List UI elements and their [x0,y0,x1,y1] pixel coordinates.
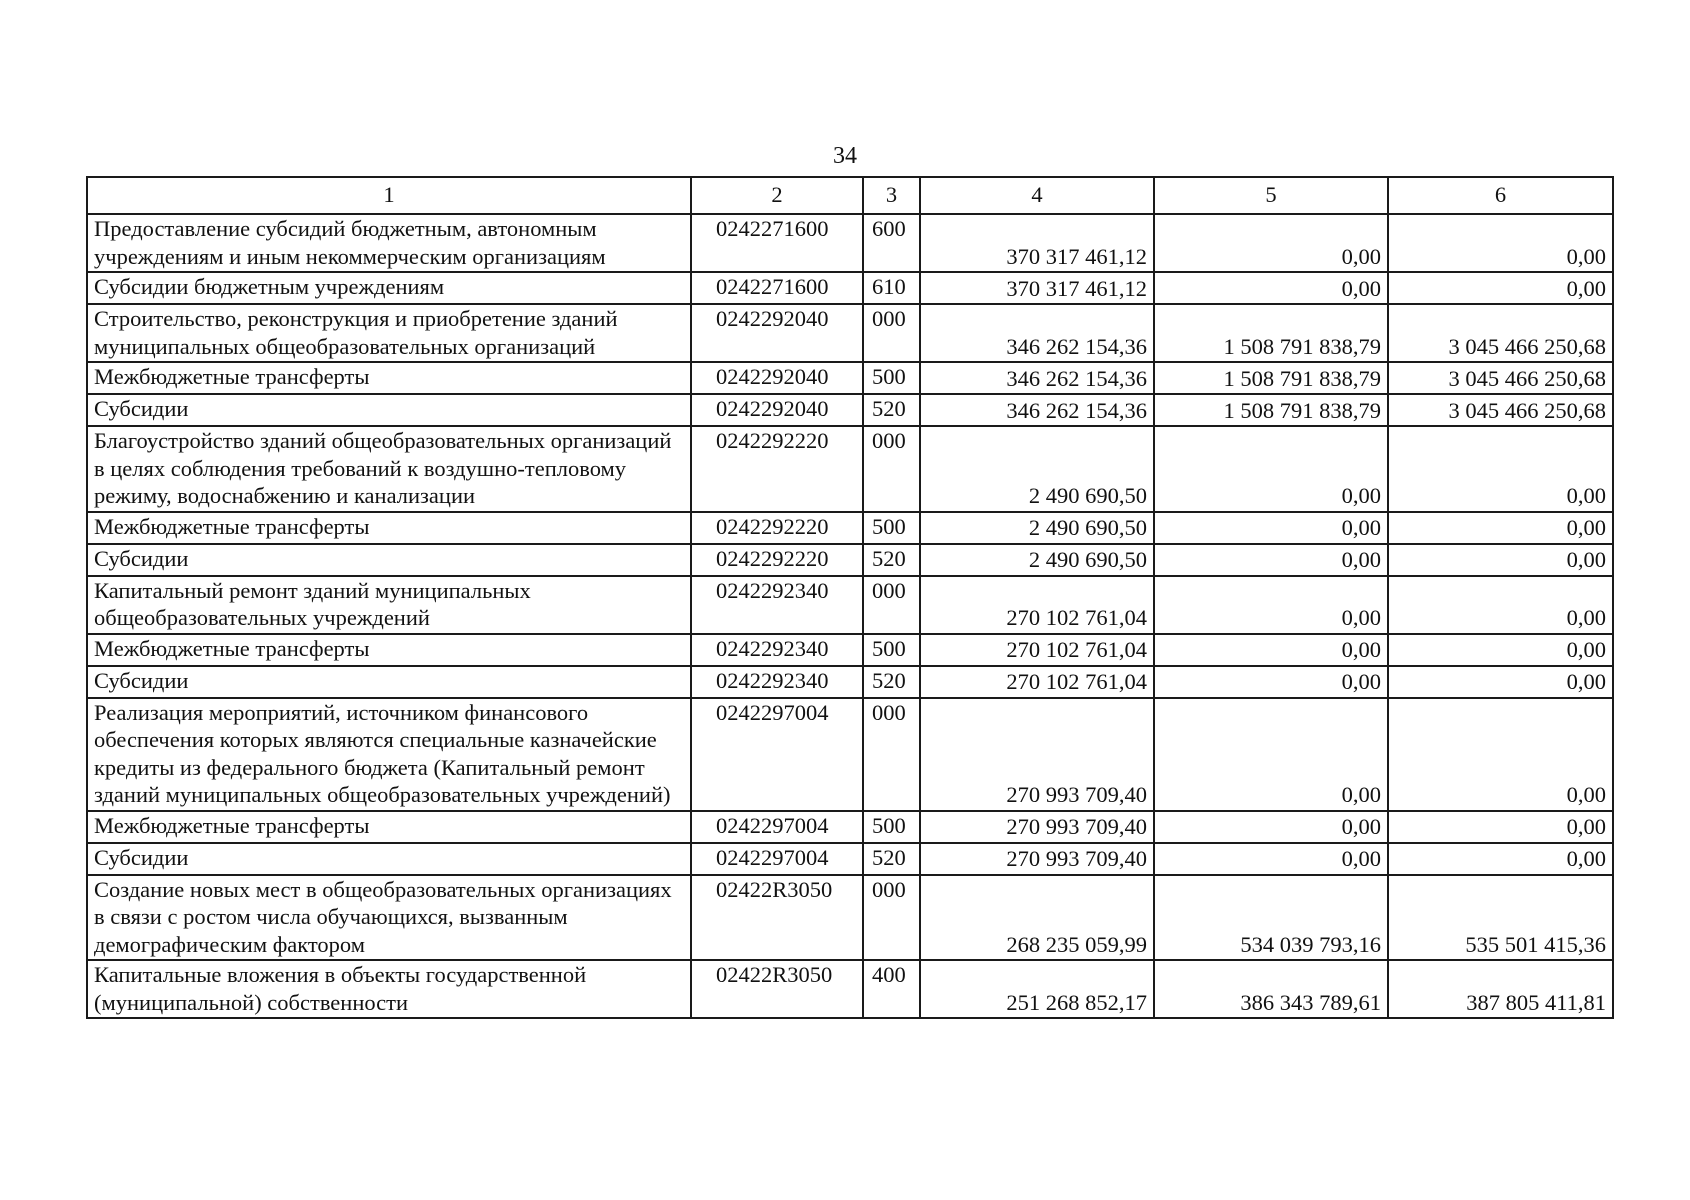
table-row [87,698,1613,811]
row-amount-col4: 270 993 709,40 [920,811,1154,843]
row-amount-col6: 0,00 [1388,811,1613,843]
row-expense-kind: 000 [863,426,920,512]
table-row [87,843,1613,875]
row-amount-col6: 0,00 [1388,698,1613,811]
table-row [87,634,1613,666]
row-amount-col4: 2 490 690,50 [920,426,1154,512]
header-cell: 3 [863,177,920,214]
row-amount-col4: 270 993 709,40 [920,698,1154,811]
row-expense-kind: 500 [863,362,920,394]
row-target-code: 0242271600 [691,272,863,304]
row-amount-col5: 0,00 [1154,698,1388,811]
row-amount-col6: 3 045 466 250,68 [1388,304,1613,362]
row-target-code: 0242292040 [691,394,863,426]
table-row [87,875,1613,961]
row-amount-col5: 0,00 [1154,426,1388,512]
row-expense-kind: 600 [863,214,920,272]
row-expense-kind: 000 [863,698,920,811]
row-name: Субсидии [87,394,691,426]
row-amount-col5: 0,00 [1154,843,1388,875]
row-amount-col6: 0,00 [1388,843,1613,875]
row-amount-col4: 346 262 154,36 [920,362,1154,394]
row-expense-kind: 520 [863,666,920,698]
table-row [87,811,1613,843]
row-amount-col4: 268 235 059,99 [920,875,1154,961]
row-target-code: 0242292040 [691,304,863,362]
header-row [87,177,1613,214]
row-target-code: 0242292040 [691,362,863,394]
table-row [87,394,1613,426]
row-expense-kind: 520 [863,544,920,576]
table-row [87,666,1613,698]
row-amount-col4: 2 490 690,50 [920,544,1154,576]
row-amount-col4: 346 262 154,36 [920,394,1154,426]
row-amount-col6: 0,00 [1388,272,1613,304]
row-amount-col5: 1 508 791 838,79 [1154,362,1388,394]
row-amount-col5: 0,00 [1154,272,1388,304]
row-target-code: 0242292340 [691,666,863,698]
table-row [87,544,1613,576]
row-amount-col6: 0,00 [1388,512,1613,544]
row-target-code: 0242297004 [691,698,863,811]
row-target-code: 02422R3050 [691,875,863,961]
row-name: Реализация мероприятий, источником финансового обеспечения которых являются специальные казначейские кредиты из федерального бюджета (Капитальный ремонт зданий муниципальных общеобразовательных учреждений) [87,698,691,811]
row-expense-kind: 000 [863,576,920,634]
row-name: Межбюджетные трансферты [87,811,691,843]
row-amount-col4: 346 262 154,36 [920,304,1154,362]
table-row [87,362,1613,394]
page-number: 34 [833,143,857,169]
table-row [87,214,1613,272]
table-row [87,960,1613,1018]
row-amount-col5: 534 039 793,16 [1154,875,1388,961]
row-target-code: 0242297004 [691,843,863,875]
row-amount-col5: 0,00 [1154,666,1388,698]
row-name: Предоставление субсидий бюджетным, автономным учреждениям и иным некоммерческим организациям [87,214,691,272]
row-expense-kind: 400 [863,960,920,1018]
row-target-code: 0242297004 [691,811,863,843]
header-cell: 5 [1154,177,1388,214]
table-body [87,214,1613,1018]
table-row [87,304,1613,362]
row-name: Субсидии [87,843,691,875]
row-amount-col4: 270 993 709,40 [920,843,1154,875]
row-name: Капитальные вложения в объекты государственной (муниципальной) собственности [87,960,691,1018]
row-name: Межбюджетные трансферты [87,634,691,666]
row-amount-col6: 3 045 466 250,68 [1388,362,1613,394]
row-target-code: 02422R3050 [691,960,863,1018]
row-name: Субсидии бюджетным учреждениям [87,272,691,304]
table-row [87,272,1613,304]
row-name: Строительство, реконструкция и приобретение зданий муниципальных общеобразовательных организаций [87,304,691,362]
row-target-code: 0242292340 [691,576,863,634]
row-expense-kind: 000 [863,304,920,362]
table-row [87,426,1613,512]
header-cell: 6 [1388,177,1613,214]
row-amount-col6: 387 805 411,81 [1388,960,1613,1018]
row-expense-kind: 000 [863,875,920,961]
row-amount-col4: 270 102 761,04 [920,634,1154,666]
row-name: Субсидии [87,544,691,576]
row-amount-col4: 251 268 852,17 [920,960,1154,1018]
row-expense-kind: 520 [863,394,920,426]
row-target-code: 0242292220 [691,426,863,512]
row-target-code: 0242271600 [691,214,863,272]
row-amount-col6: 0,00 [1388,634,1613,666]
row-expense-kind: 500 [863,512,920,544]
row-amount-col6: 0,00 [1388,426,1613,512]
table-row [87,512,1613,544]
row-target-code: 0242292220 [691,512,863,544]
row-name: Капитальный ремонт зданий муниципальных общеобразовательных учреждений [87,576,691,634]
row-amount-col4: 2 490 690,50 [920,512,1154,544]
header-cell: 4 [920,177,1154,214]
row-name: Межбюджетные трансферты [87,362,691,394]
row-amount-col6: 0,00 [1388,544,1613,576]
row-amount-col6: 0,00 [1388,576,1613,634]
row-amount-col5: 1 508 791 838,79 [1154,394,1388,426]
row-amount-col5: 386 343 789,61 [1154,960,1388,1018]
row-expense-kind: 520 [863,843,920,875]
row-amount-col4: 370 317 461,12 [920,272,1154,304]
table-row [87,576,1613,634]
row-amount-col6: 3 045 466 250,68 [1388,394,1613,426]
row-amount-col4: 270 102 761,04 [920,576,1154,634]
row-name: Субсидии [87,666,691,698]
row-amount-col6: 0,00 [1388,214,1613,272]
row-name: Создание новых мест в общеобразовательных организациях в связи с ростом числа обучающихся, вызванным демографическим фактором [87,875,691,961]
row-amount-col5: 0,00 [1154,811,1388,843]
row-name: Благоустройство зданий общеобразовательных организаций в целях соблюдения требований к воздушно-тепловому режиму, водоснабжению и канализации [87,426,691,512]
row-amount-col5: 0,00 [1154,512,1388,544]
row-target-code: 0242292220 [691,544,863,576]
row-name: Межбюджетные трансферты [87,512,691,544]
row-amount-col5: 0,00 [1154,576,1388,634]
row-amount-col5: 0,00 [1154,634,1388,666]
row-expense-kind: 500 [863,634,920,666]
row-expense-kind: 500 [863,811,920,843]
row-expense-kind: 610 [863,272,920,304]
row-amount-col4: 270 102 761,04 [920,666,1154,698]
row-amount-col5: 0,00 [1154,544,1388,576]
row-amount-col5: 0,00 [1154,214,1388,272]
header-cell: 1 [87,177,691,214]
row-target-code: 0242292340 [691,634,863,666]
row-amount-col6: 535 501 415,36 [1388,875,1613,961]
row-amount-col4: 370 317 461,12 [920,214,1154,272]
header-cell: 2 [691,177,863,214]
budget-table [86,176,1614,1019]
row-amount-col6: 0,00 [1388,666,1613,698]
row-amount-col5: 1 508 791 838,79 [1154,304,1388,362]
